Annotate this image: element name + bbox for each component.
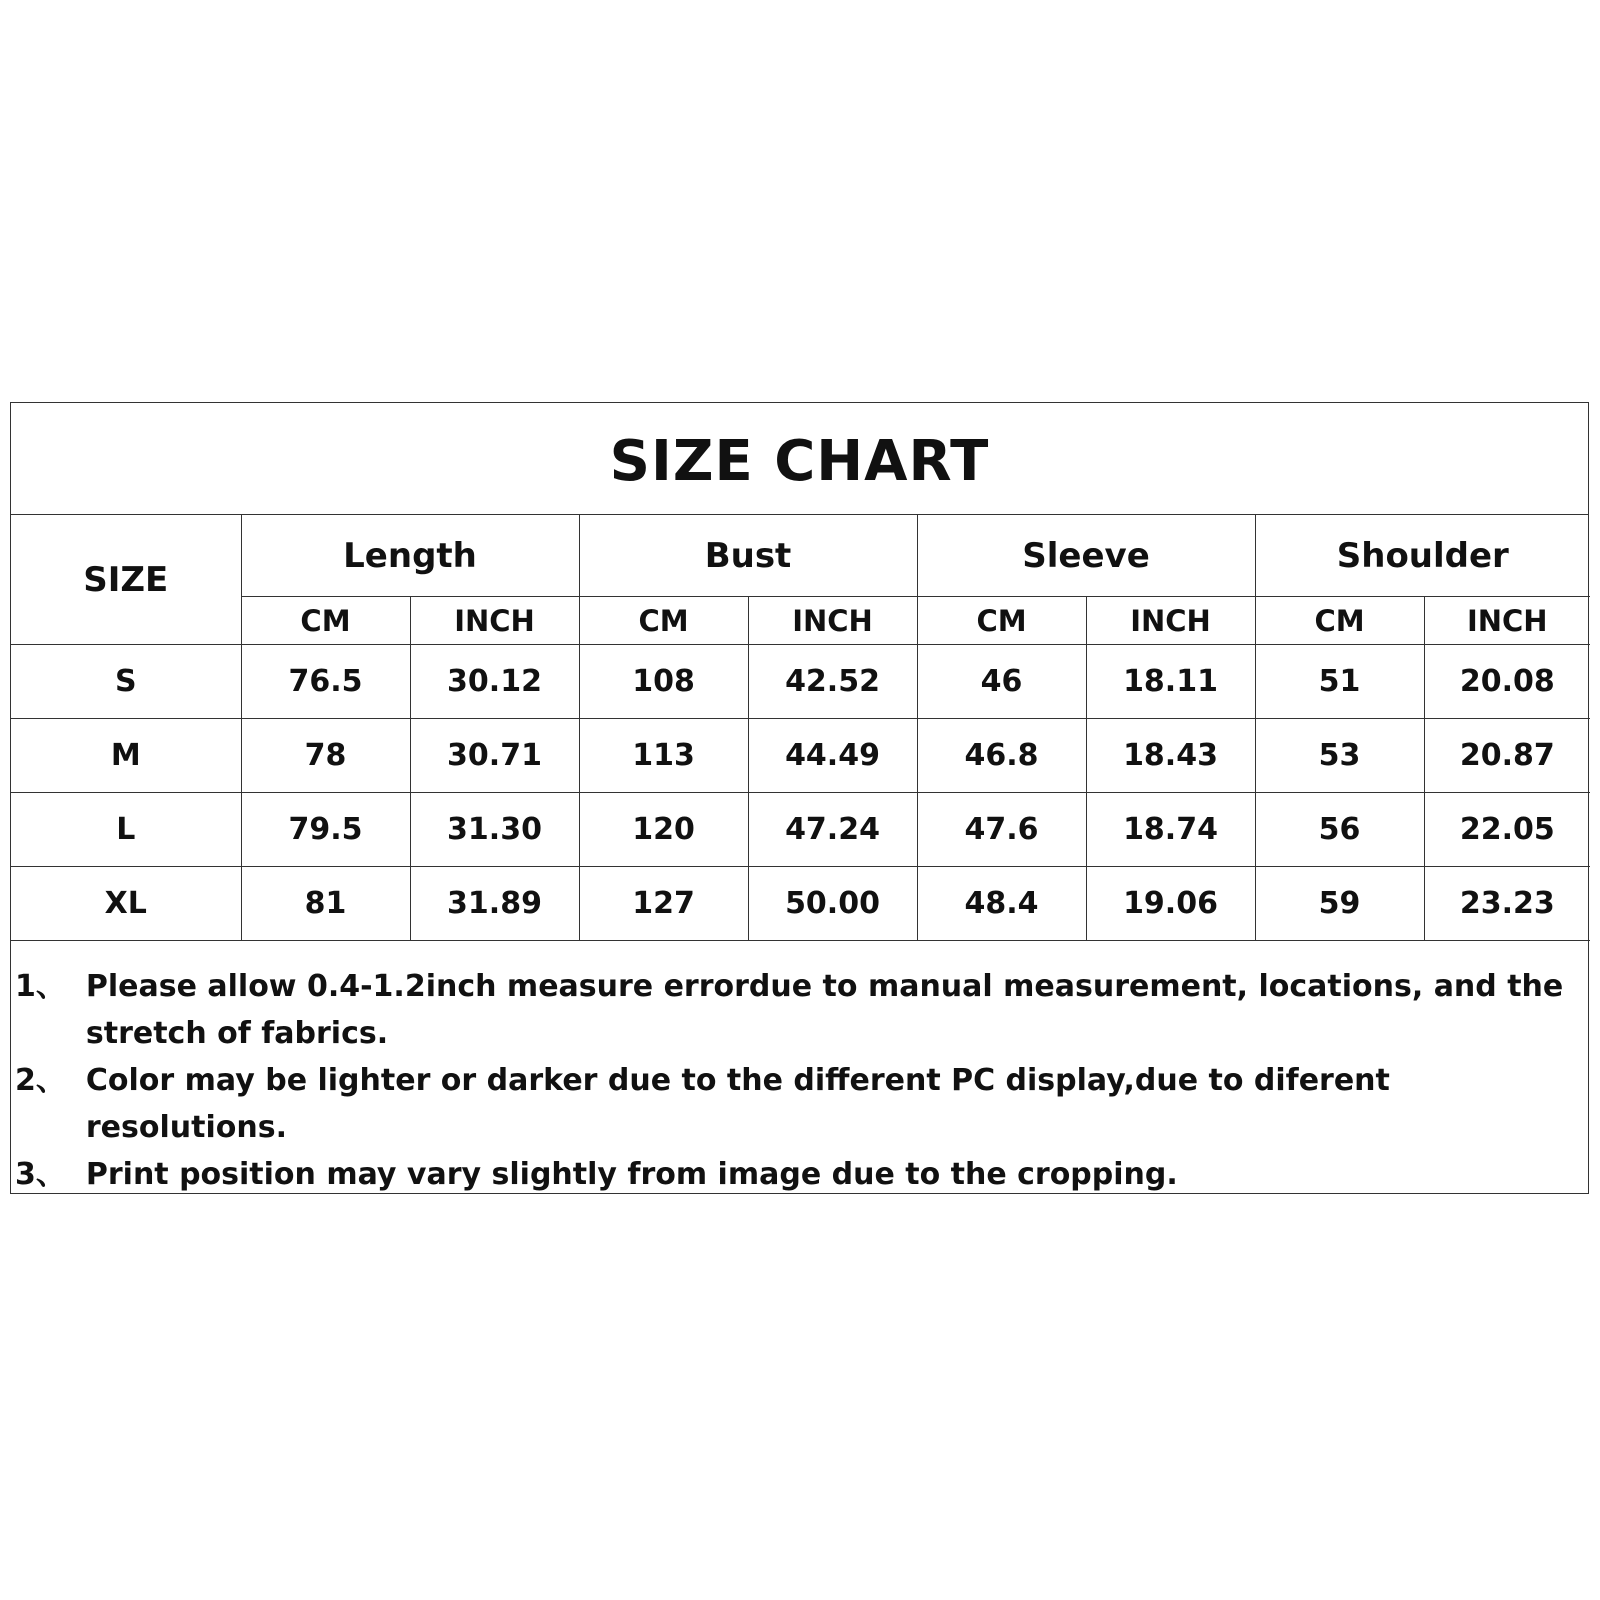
table-cell: 47.6 xyxy=(917,793,1086,867)
note-item xyxy=(15,1057,1584,1151)
group-header-row xyxy=(11,515,1590,597)
note-number: 2、 xyxy=(15,1063,66,1098)
table-cell: 79.5 xyxy=(241,793,410,867)
table-cell: 127 xyxy=(579,867,748,941)
note-item xyxy=(15,1151,1584,1198)
table-cell: 30.71 xyxy=(410,719,579,793)
table-cell: 81 xyxy=(241,867,410,941)
unit-header: CM xyxy=(241,597,410,645)
chart-title: SIZE CHART xyxy=(609,429,990,494)
table-cell: 18.11 xyxy=(1086,645,1255,719)
table-cell: 18.74 xyxy=(1086,793,1255,867)
table-row xyxy=(11,793,1590,867)
group-header-length: Length xyxy=(241,515,579,597)
table-cell: 59 xyxy=(1255,867,1424,941)
unit-header: INCH xyxy=(1424,597,1590,645)
note-text: Print position may vary slightly from image due to the cropping. xyxy=(85,1157,1178,1192)
table-cell: 50.00 xyxy=(748,867,917,941)
size-label: L xyxy=(11,793,241,867)
table-cell: 120 xyxy=(579,793,748,867)
table-cell: 113 xyxy=(579,719,748,793)
table-cell: 51 xyxy=(1255,645,1424,719)
table-cell: 20.08 xyxy=(1424,645,1590,719)
note-text: Color may be lighter or darker due to the different PC display,due to diferent resolutions. xyxy=(85,1063,1390,1145)
table-cell: 22.05 xyxy=(1424,793,1590,867)
table-cell: 19.06 xyxy=(1086,867,1255,941)
note-text: Please allow 0.4-1.2inch measure errordue to manual measurement, locations, and the stretch of fabrics. xyxy=(85,969,1564,1051)
size-label: XL xyxy=(11,867,241,941)
group-header-bust: Bust xyxy=(579,515,917,597)
table-cell: 76.5 xyxy=(241,645,410,719)
table-cell: 23.23 xyxy=(1424,867,1590,941)
notes-section xyxy=(11,945,1588,1195)
table-row xyxy=(11,645,1590,719)
table-cell: 48.4 xyxy=(917,867,1086,941)
size-column-header: SIZE xyxy=(11,515,241,645)
table-cell: 46.8 xyxy=(917,719,1086,793)
table-cell: 44.49 xyxy=(748,719,917,793)
group-header-shoulder: Shoulder xyxy=(1255,515,1590,597)
table-cell: 42.52 xyxy=(748,645,917,719)
group-header-sleeve: Sleeve xyxy=(917,515,1255,597)
unit-header: INCH xyxy=(410,597,579,645)
title-row xyxy=(11,403,1588,515)
unit-header-row xyxy=(11,597,1590,645)
unit-header: CM xyxy=(917,597,1086,645)
size-chart xyxy=(10,402,1589,1194)
unit-header: INCH xyxy=(748,597,917,645)
unit-header: CM xyxy=(1255,597,1424,645)
size-label: S xyxy=(11,645,241,719)
table-cell: 46 xyxy=(917,645,1086,719)
table-row xyxy=(11,867,1590,941)
note-number: 3、 xyxy=(15,1157,66,1192)
table-cell: 30.12 xyxy=(410,645,579,719)
table-cell: 18.43 xyxy=(1086,719,1255,793)
table-cell: 31.30 xyxy=(410,793,579,867)
note-number: 1、 xyxy=(15,969,66,1004)
table-cell: 47.24 xyxy=(748,793,917,867)
table-cell: 56 xyxy=(1255,793,1424,867)
table-cell: 78 xyxy=(241,719,410,793)
unit-header: INCH xyxy=(1086,597,1255,645)
table-cell: 53 xyxy=(1255,719,1424,793)
table-cell: 31.89 xyxy=(410,867,579,941)
size-label: M xyxy=(11,719,241,793)
size-table xyxy=(11,515,1590,941)
table-row xyxy=(11,719,1590,793)
table-cell: 20.87 xyxy=(1424,719,1590,793)
table-cell: 108 xyxy=(579,645,748,719)
note-item xyxy=(15,963,1584,1057)
unit-header: CM xyxy=(579,597,748,645)
